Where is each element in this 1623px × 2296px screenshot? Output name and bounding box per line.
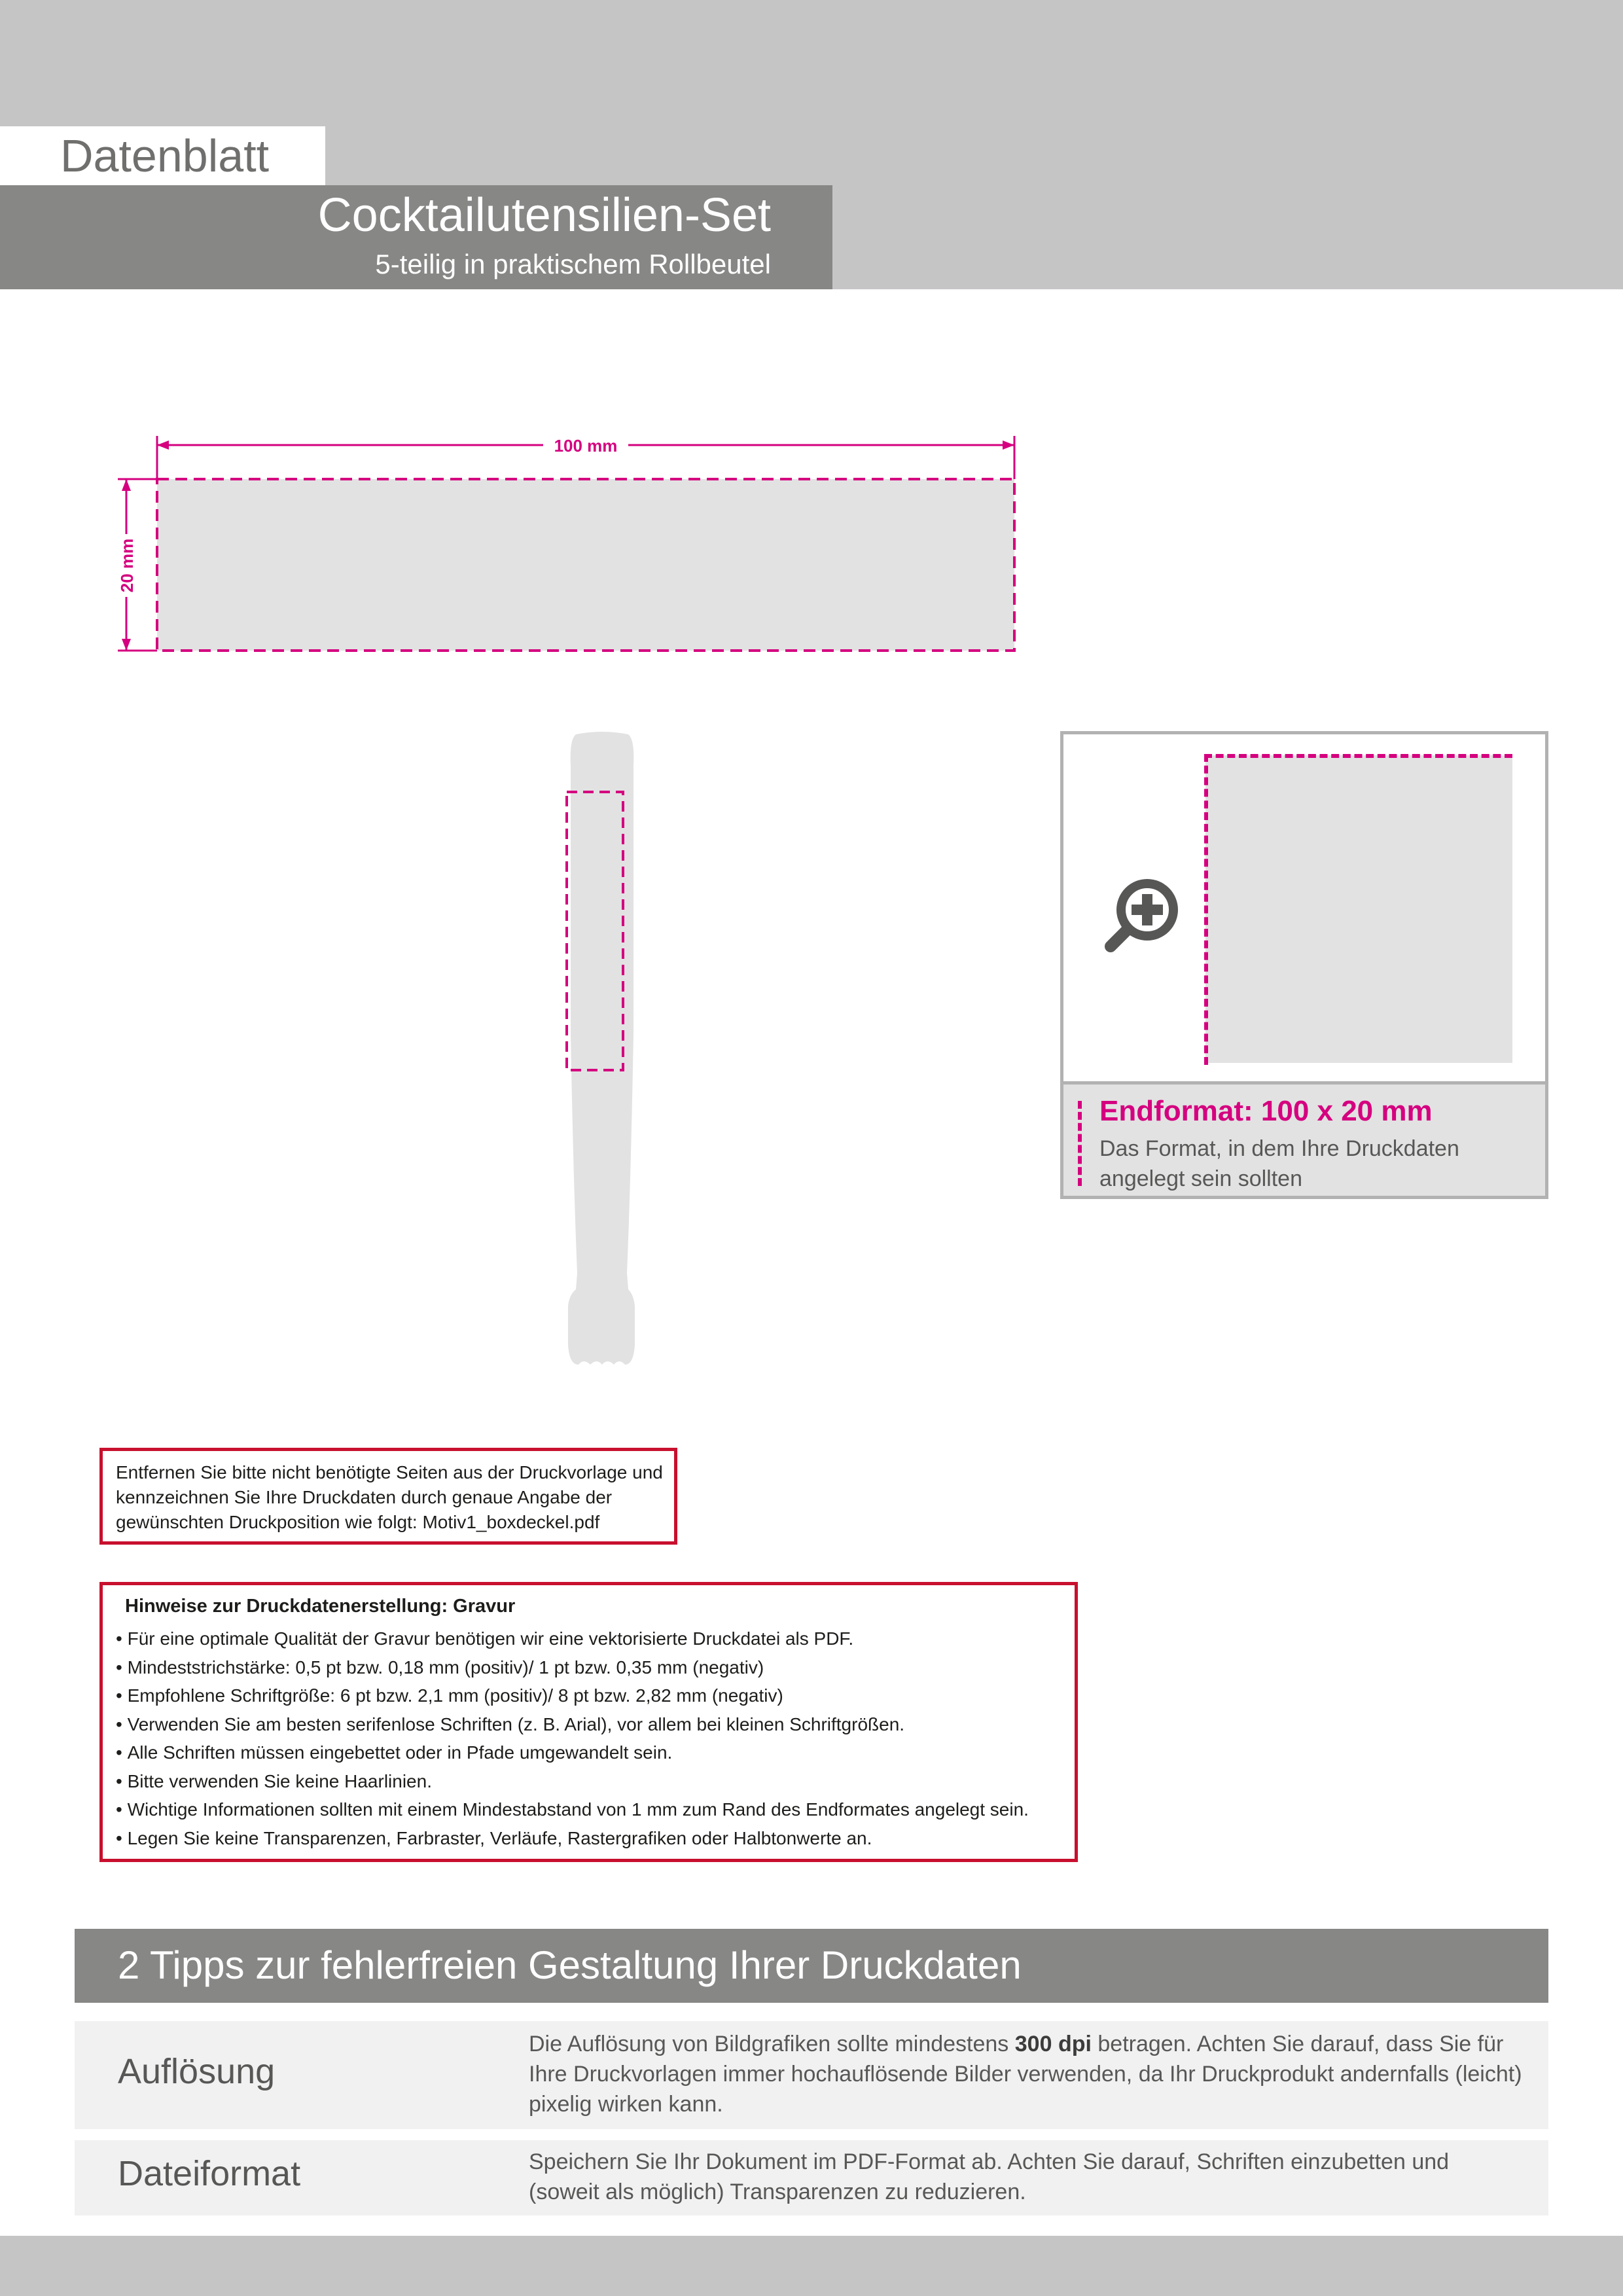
print-area [157,479,1014,651]
zoom-detail-panel [1060,731,1548,1199]
zoom-in-icon [1100,872,1185,957]
endformat-dashed-marker [1078,1101,1082,1186]
hint-item: • Für eine optimale Qualität der Gravur benötigen wir eine vektorisierte Druckdatei als PDF. [116,1624,1029,1653]
hint-item: • Alle Schriften müssen eingebettet oder in Pfade umgewandelt sein. [116,1738,1029,1767]
page-title: Cocktailutensilien-Set [317,189,771,242]
endformat-description: Das Format, in dem Ihre Druckdaten angelegt sein sollten [1099,1136,1459,1191]
endformat-label: Endformat: 100 x 20 mm [1099,1095,1433,1127]
print-area-diagram [105,419,1034,668]
tip-text: Die Auflösung von Bildgrafiken sollte mindestens 300 dpi betragen. Achten Sie darauf, dass Sie für Ihre Druckvorlagen immer hochauflösende Bilder verwenden, da Ihr Druckprodukt andernfalls (leicht) pixelig wirken kann. [529,2032,1522,2117]
endformat-info [1063,1081,1545,1196]
hints-title: Hinweise zur Druckdatenerstellung: Gravur [125,1596,516,1617]
tip-label: Auflösung [118,2052,276,2091]
muddler-shape [568,732,635,1365]
height-label: 20 mm [117,538,137,593]
zoom-dashed-edge-left [1204,754,1208,1065]
hint-item: • Bitte verwenden Sie keine Haarlinien. [116,1767,1029,1796]
hint-item: • Legen Sie keine Transparenzen, Farbraster, Verläufe, Rastergrafiken oder Halbtonwerte an. [116,1824,1029,1853]
tip-row-resolution [75,2021,1548,2129]
engraving-hints-box [99,1582,1078,1862]
tip-emphasis: 300 dpi [1014,2032,1092,2056]
page-subtitle: 5-teilig in praktischem Rollbeutel [375,249,771,279]
notice-box [99,1448,677,1545]
doc-label: Datenblatt [60,130,270,181]
tip-label: Dateiformat [118,2154,301,2193]
tip-text: Speichern Sie Ihr Dokument im PDF-Format ab. Achten Sie darauf, Schriften einzubetten und (soweit als möglich) Transparenzen zu reduzieren. [529,2149,1450,2204]
tip-row-file-format [75,2140,1548,2215]
tips-header [75,1929,1548,2003]
width-label: 100 mm [554,436,618,456]
tips-title: 2 Tipps zur fehlerfreien Gestaltung Ihrer Druckdaten [118,1943,1022,1987]
hints-list [116,1624,1029,1852]
footer-band [0,2236,1623,2296]
zoom-print-area [1205,755,1512,1063]
product-illustration [537,720,668,1368]
hint-item: • Verwenden Sie am besten serifenlose Schriften (z. B. Arial), vor allem bei kleinen Schriftgrößen. [116,1710,1029,1739]
hint-item: • Mindeststrichstärke: 0,5 pt bzw. 0,18 mm (positiv)/ 1 pt bzw. 0,35 mm (negativ) [116,1653,1029,1682]
hint-item: • Empfohlene Schriftgröße: 6 pt bzw. 2,1 mm (positiv)/ 8 pt bzw. 2,82 mm (negativ) [116,1681,1029,1710]
notice-text: Entfernen Sie bitte nicht benötigte Seiten aus der Druckvorlage und kennzeichnen Sie Ihre Druckdaten durch genaue Angabe der gewünschten Druckposition wie folgt: Motiv1_boxdeckel.pdf [116,1462,663,1532]
hint-item: • Wichtige Informationen sollten mit einem Mindestabstand von 1 mm zum Rand des Endformates angelegt sein. [116,1795,1029,1824]
zoom-dashed-edge-top [1204,754,1512,758]
